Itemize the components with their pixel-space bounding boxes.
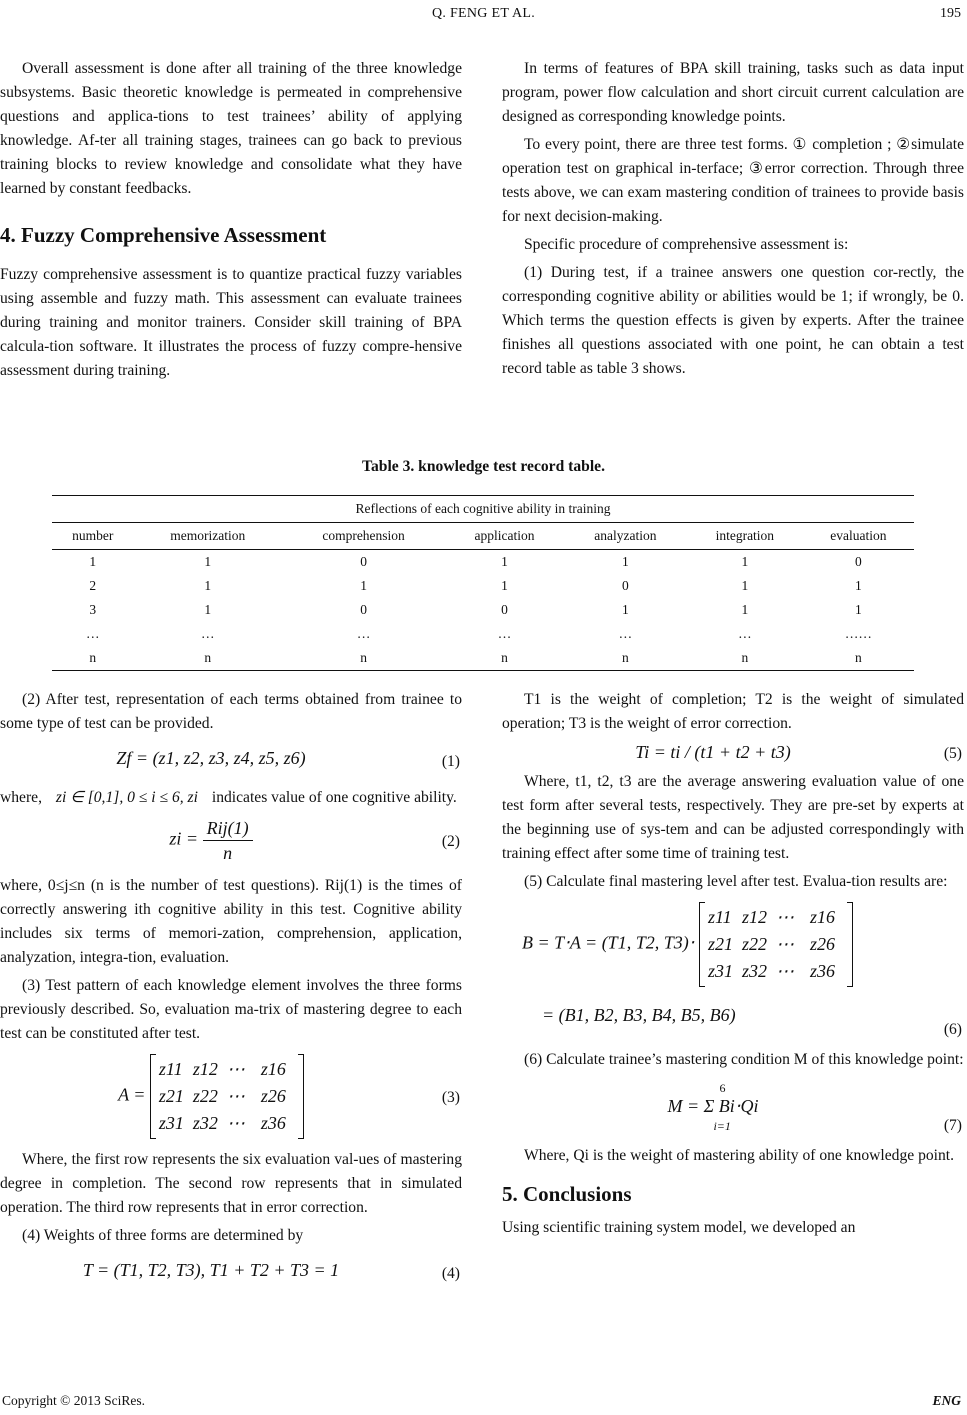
equation-lhs: A = xyxy=(118,1084,146,1105)
equation-number: (6) xyxy=(943,1021,962,1038)
running-head-author: Q. FENG ET AL. xyxy=(431,6,536,21)
section-heading-4: 4. Fuzzy Comprehensive Assessment xyxy=(0,223,327,247)
paragraph: where, 0≤j≤n (n is the number of test questions). Rij(1) is the times of correctly answering ith cognitive ability in this test. Cognitive ability includes six terms of memori-zation, comprehension, application, analyzation, integra-tion, evaluation. xyxy=(0,877,462,966)
table-cell: n xyxy=(445,646,564,671)
table-title: Table 3. knowledge test record table. xyxy=(362,458,605,475)
matrix-cell: z16 xyxy=(260,1059,286,1079)
table-cell: 1 xyxy=(741,554,749,569)
table-cell: 1 xyxy=(501,578,508,593)
table-cell: 0 xyxy=(854,554,862,569)
table-cell: 1 xyxy=(89,554,97,569)
right-column-bottom xyxy=(502,688,964,1244)
equation-lhs: zi = xyxy=(169,828,199,849)
table-row xyxy=(52,622,914,646)
equation-result: = (B1, B2, B3, B4, B5, B6) xyxy=(542,1005,736,1025)
matrix-cell: z36 xyxy=(809,961,835,981)
fraction-numerator: Rij(1) xyxy=(203,816,253,841)
paragraph: Where, Qi is the weight of mastering ability of one knowledge point. xyxy=(524,1147,955,1164)
matrix-row xyxy=(708,958,844,985)
equation-7 xyxy=(502,1076,964,1142)
equation-number: (5) xyxy=(943,745,962,762)
right-column-top xyxy=(502,57,964,385)
table-row xyxy=(52,550,914,575)
table-cell: 3 xyxy=(89,602,97,617)
paragraph: Overall assessment is done after all training of the three knowledge subsystems. Basic theoretic knowledge is permeated in comprehensive questions and applica-tions to test trainees’ ability of applying knowledge. Af-ter all training stages, trainees can go back to previous training blocks to review knowledge and consolidate what they have learned by constant feedbacks. xyxy=(0,60,462,197)
copyright: Copyright © 2013 SciRes. xyxy=(2,1393,146,1408)
matrix-cell: ⋯ xyxy=(775,907,794,927)
paragraph: T1 is the weight of completion; T2 is the weight of simulated operation; T3 is the weight of error correction. xyxy=(502,691,964,732)
table-cell: 1 xyxy=(204,578,212,593)
table-cell: … xyxy=(497,626,512,641)
table-row xyxy=(52,646,914,671)
equation-number: (4) xyxy=(441,1265,460,1282)
matrix-a xyxy=(699,902,853,987)
table-cell: … xyxy=(86,626,100,641)
table-row xyxy=(52,574,914,598)
test-record-table xyxy=(52,495,914,671)
matrix-cell: z22 xyxy=(741,934,767,954)
paragraph: (6) Calculate trainee’s mastering condition M of this knowledge point: xyxy=(524,1051,964,1068)
journal-name: ENG xyxy=(932,1393,961,1408)
paragraph: (2) After test, representation of each terms obtained from trainee to some type of test can be provided. xyxy=(0,691,462,732)
equation-number: (1) xyxy=(441,753,460,770)
table-cell: 0 xyxy=(360,602,367,617)
text-run: where, xyxy=(0,789,42,806)
table-cell: 1 xyxy=(622,602,629,617)
matrix-cell: z26 xyxy=(260,1086,286,1106)
matrix-cell: z31 xyxy=(707,961,733,981)
equation-body: T = (T1, T2, T3), T1 + T2 + T3 = 1 xyxy=(82,1260,340,1280)
fraction-denominator: n xyxy=(223,843,233,863)
paragraph: Specific procedure of comprehensive assessment is: xyxy=(524,236,849,253)
equation-number: (2) xyxy=(441,833,460,850)
matrix-row xyxy=(159,1110,295,1137)
page-number: 195 xyxy=(940,6,961,21)
equation-5 xyxy=(502,740,964,768)
paragraph: (3) Test pattern of each knowledge element involves the three forms previously described. So, evaluation ma-trix of mastering degree to each test can be constituted after test. xyxy=(0,977,462,1042)
table-cell: 1 xyxy=(854,602,862,617)
table-header-row xyxy=(52,523,914,550)
equation-1 xyxy=(0,740,462,784)
table-cell: 1 xyxy=(204,554,212,569)
page-header xyxy=(0,4,967,26)
paragraph: Fuzzy comprehensive assessment is to quantize practical fuzzy variables using assemble and fuzzy math. This assessment can evaluate trainees during training and monitor trainers. Consider skill training of BPA calcula-tion software. It illustrates the process of fuzzy compre-hensive assessment during training. xyxy=(0,266,462,379)
summation xyxy=(667,1080,758,1132)
matrix-cell: z11 xyxy=(158,1059,183,1079)
table-row xyxy=(52,598,914,622)
table-cell: 0 xyxy=(501,602,508,617)
paragraph: In terms of features of BPA skill training, tasks such as data input program, power flow calculation and short circuit current calculation are designed as corresponding knowledge points. xyxy=(502,60,964,125)
left-column-top xyxy=(0,57,462,387)
equation-number: (7) xyxy=(943,1117,962,1134)
equation-body: Zf = (z1, z2, z3, z4, z5, z6) xyxy=(116,748,306,768)
table-cell: … xyxy=(201,626,215,641)
paragraph: Where, t1, t2, t3 are the average answering evaluation value of one test form after several tests, respectively. They are pre-set by experts at the beginning use of sys-tem and can be adjusted correspondingly with training effect after some time of training test. xyxy=(502,773,964,862)
col-header: comprehension xyxy=(282,523,445,550)
col-header: analyzation xyxy=(564,523,687,550)
equation-4 xyxy=(0,1252,462,1296)
matrix-cell: z12 xyxy=(192,1059,218,1079)
table-cell: 1 xyxy=(741,602,749,617)
matrix-row xyxy=(708,904,844,931)
equation-6 xyxy=(502,898,964,1046)
matrix-cell: ⋯ xyxy=(775,934,794,954)
col-header: number xyxy=(52,523,134,550)
equation-body: M = Σ Bi⋅Qi xyxy=(667,1096,759,1116)
table-cell: n xyxy=(282,646,445,671)
paragraph: (5) Calculate final mastering level after test. Evalua-tion results are: xyxy=(524,873,948,890)
table-cell: 1 xyxy=(854,578,862,593)
sum-upper: 6 xyxy=(719,1081,726,1095)
paragraph: (1) During test, if a trainee answers one question cor-rectly, the corresponding cognitive ability or abilities would be 1; if wrongly, be 0. Which terms the question effects is given by experts. After the trainee finishes all questions associated with one point, he can obtain a test record table as table 3 shows. xyxy=(502,264,964,377)
table-cell: n xyxy=(564,646,687,671)
equation-3 xyxy=(0,1050,462,1146)
matrix-cell: z36 xyxy=(260,1113,286,1133)
matrix-cell: z21 xyxy=(158,1086,184,1106)
col-header: evaluation xyxy=(803,523,914,550)
matrix-cell: ⋯ xyxy=(226,1113,245,1133)
paragraph: Using scientific training system model, we developed an xyxy=(502,1219,856,1236)
paragraph xyxy=(0,786,462,810)
table-cell: 2 xyxy=(89,578,97,593)
left-column-bottom xyxy=(0,688,462,1298)
matrix-cell: z21 xyxy=(707,934,733,954)
table-cell: 1 xyxy=(741,578,749,593)
fraction xyxy=(203,816,253,865)
table-cell: n xyxy=(134,646,282,671)
matrix-row xyxy=(159,1083,295,1110)
matrix-cell: ⋯ xyxy=(226,1086,245,1106)
equation-body: Ti = ti / (t1 + t2 + t3) xyxy=(635,742,791,762)
equation-number: (3) xyxy=(441,1089,460,1106)
matrix-a xyxy=(150,1054,304,1139)
table-cell: … xyxy=(738,626,752,641)
equation-2 xyxy=(0,814,462,872)
matrix-cell: ⋯ xyxy=(775,961,794,981)
table-cell: 1 xyxy=(501,554,508,569)
table-cell: …… xyxy=(844,626,872,641)
matrix-cell: z32 xyxy=(192,1113,218,1133)
matrix-cell: z32 xyxy=(741,961,767,981)
table-cell: … xyxy=(356,626,371,641)
table-cell: 0 xyxy=(622,578,629,593)
matrix-cell: ⋯ xyxy=(226,1059,245,1079)
text-run: indicates value of one cognitive ability. xyxy=(211,789,457,806)
section-heading-5: 5. Conclusions xyxy=(502,1182,632,1206)
matrix-cell: z16 xyxy=(809,907,835,927)
matrix-row xyxy=(708,931,844,958)
matrix-cell: z11 xyxy=(707,907,732,927)
table-cell: 1 xyxy=(204,602,212,617)
table-cell: n xyxy=(52,646,134,671)
col-header: application xyxy=(445,523,564,550)
matrix-cell: z31 xyxy=(158,1113,184,1133)
col-header: integration xyxy=(687,523,803,550)
matrix-row xyxy=(159,1056,295,1083)
matrix-cell: z22 xyxy=(192,1086,218,1106)
matrix-cell: z12 xyxy=(741,907,767,927)
equation-lhs: B = T⋅A = (T1, T2, T3)⋅ xyxy=(522,932,695,953)
table-cell: … xyxy=(618,626,633,641)
matrix-cell: z26 xyxy=(809,934,835,954)
sum-lower: i=1 xyxy=(713,1119,731,1133)
table-cell: n xyxy=(803,646,914,671)
table-cell: 1 xyxy=(622,554,629,569)
table-cell: 1 xyxy=(360,578,367,593)
table-cell: 0 xyxy=(360,554,367,569)
paragraph: (4) Weights of three forms are determined by xyxy=(22,1227,304,1244)
paragraph: To every point, there are three test forms. ① completion ; ②simulate operation test on graphical in-terface; ③error correction. Through three tests above, we can exam mastering condition of trainees to provide basis for next decision-making. xyxy=(502,136,964,225)
table-cell: n xyxy=(687,646,803,671)
col-header: memorization xyxy=(134,523,282,550)
paragraph: Where, the first row represents the six evaluation val-ues of mastering degree in completion. The second row represents that in simulated operation. The third row represents that in error correction. xyxy=(0,1151,462,1216)
inline-math: zi ∈ [0,1], 0 ≤ i ≤ 6, zi xyxy=(55,789,198,806)
table-caption: Reflections of each cognitive ability in training xyxy=(52,496,914,523)
